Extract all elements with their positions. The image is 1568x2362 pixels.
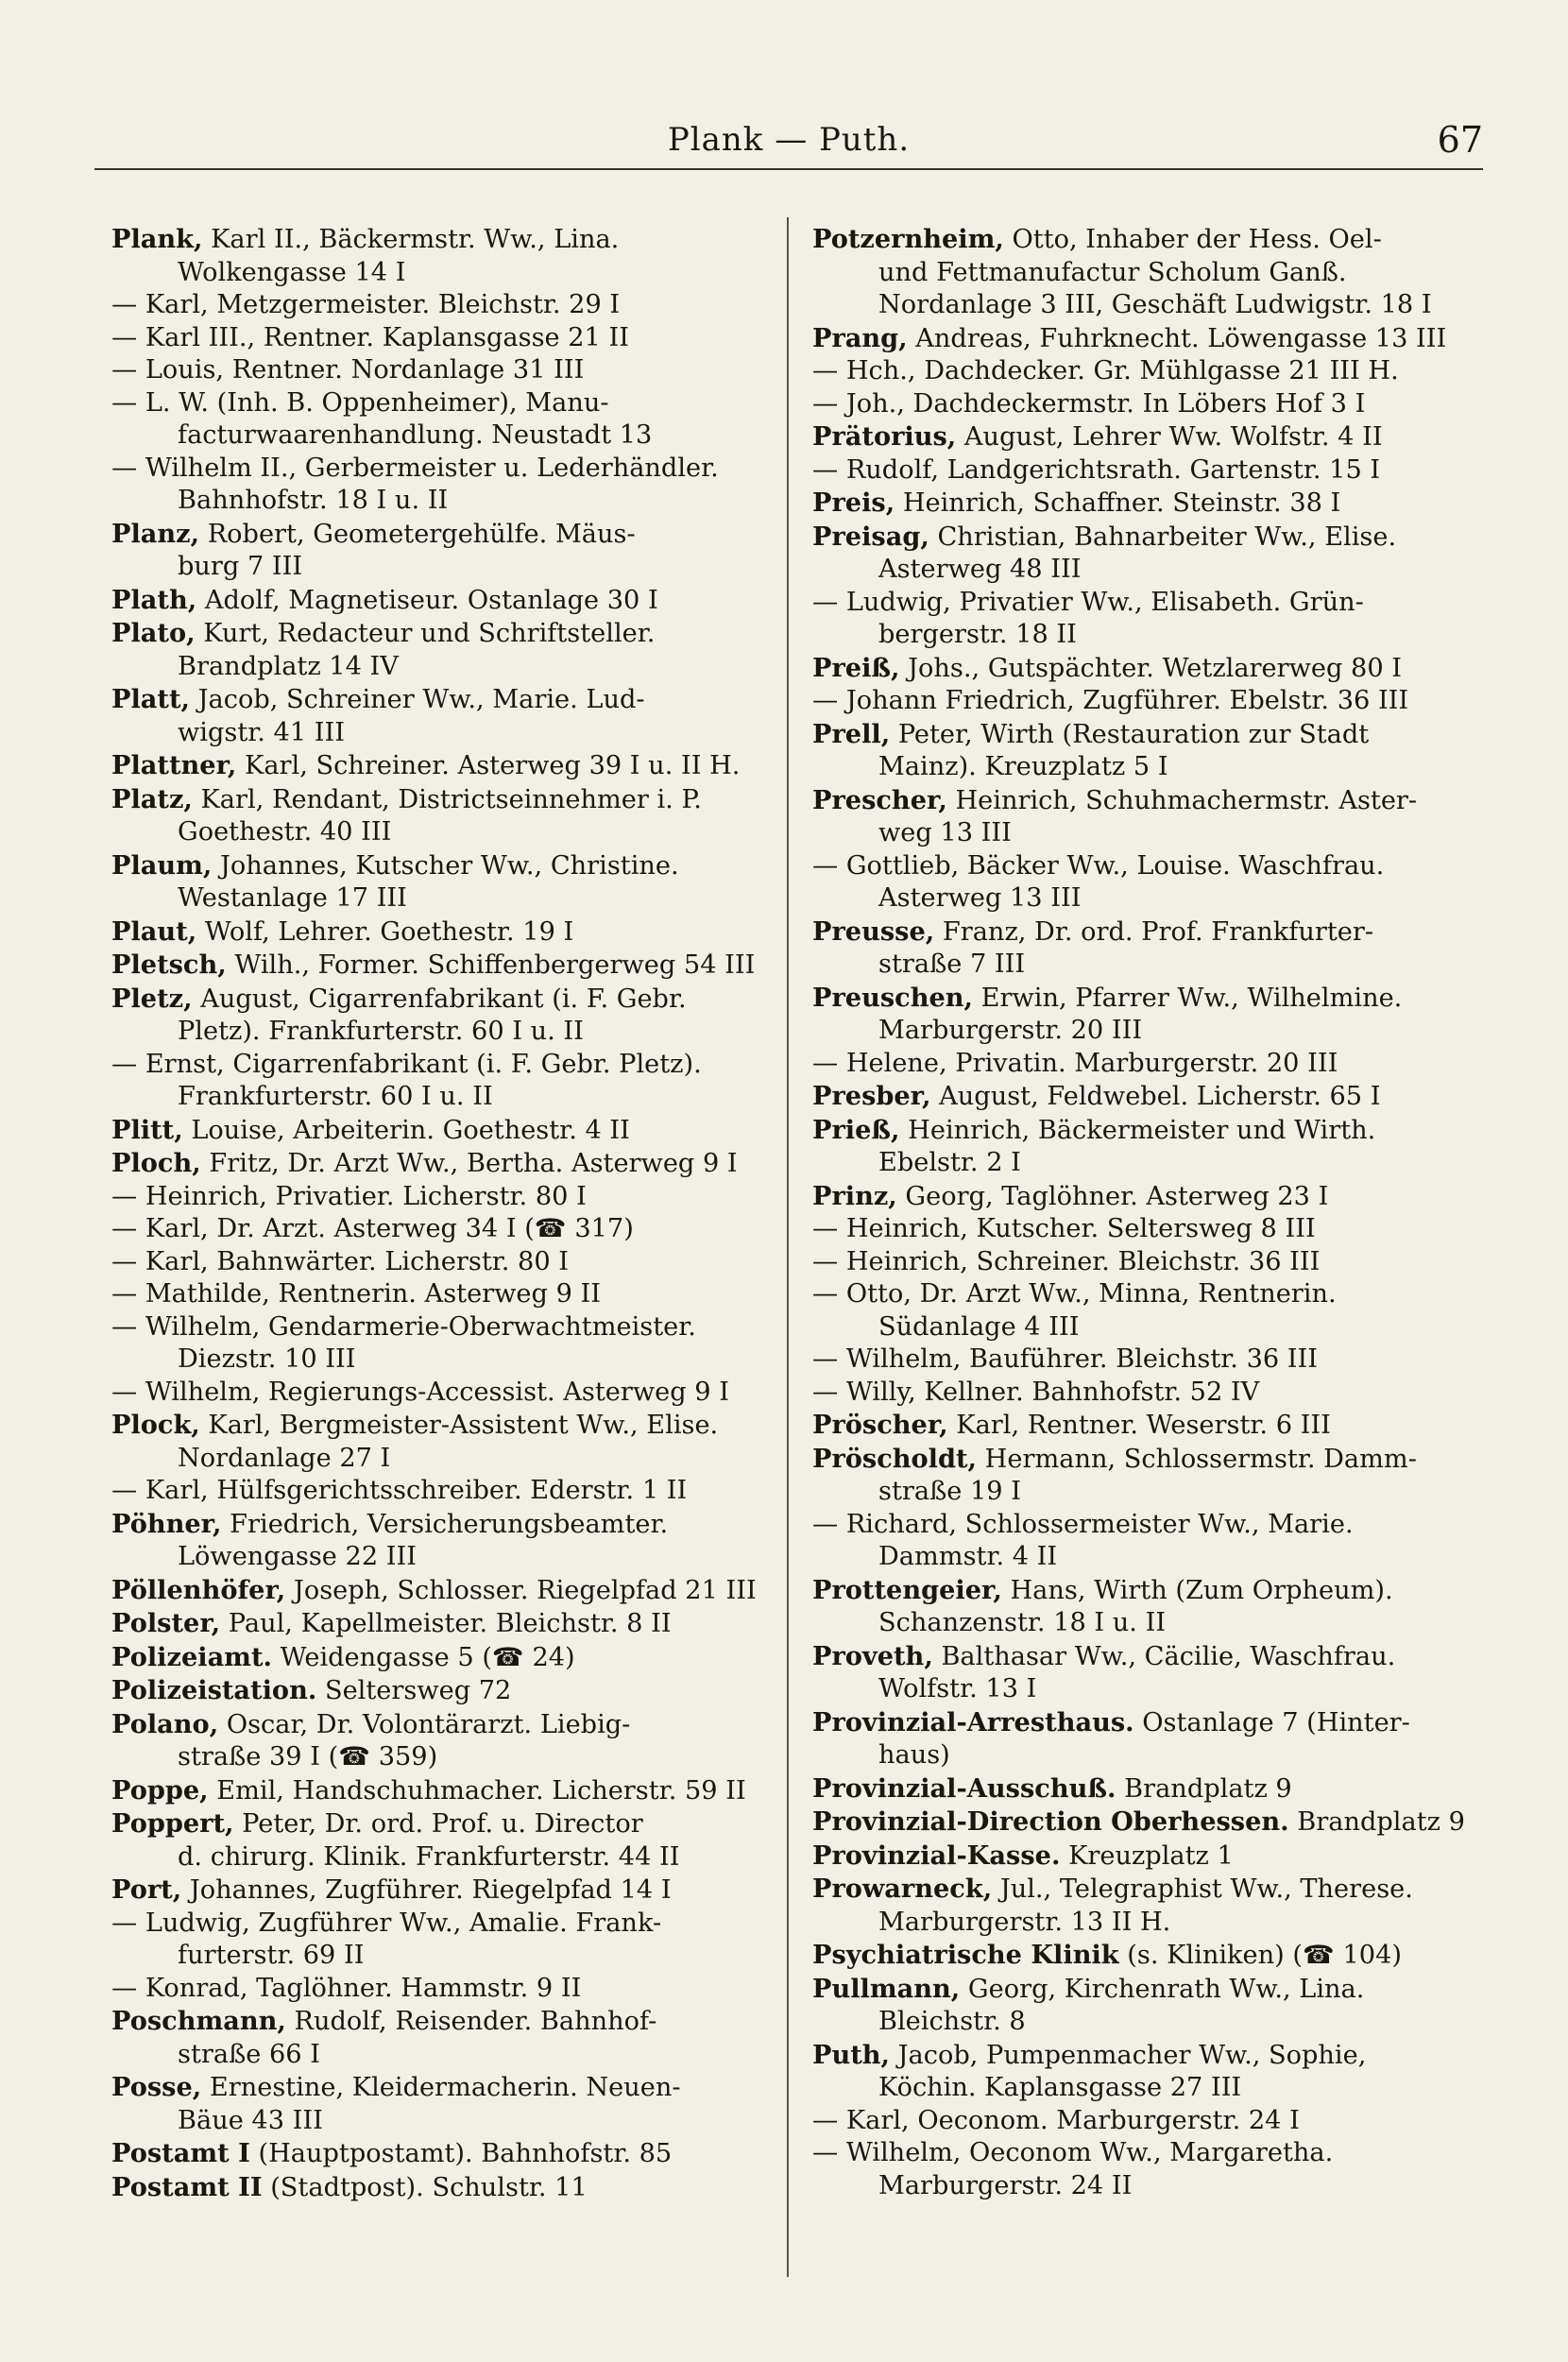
entry-line: Plato, Kurt, Redacteur und Schriftsteller. [111,618,656,648]
entry-line: Pöllenhöfer, Joseph, Schlosser. Riegelpfad 21 III [111,1574,757,1605]
entry-continuation-line: Ebelstr. 2 I [878,1148,1021,1177]
entry-line: Preis, Heinrich, Schaffner. Steinstr. 38 I [812,488,1341,518]
entry-name: Preis, [812,488,895,518]
entry-line: Platt, Jacob, Schreiner Ww., Marie. Lud- [111,684,645,714]
entry-name: Polster, [111,1608,221,1638]
entry-line: — Karl, Metzgermeister. Bleichstr. 29 I [111,290,621,319]
entry-line: — Heinrich, Schreiner. Bleichstr. 36 III [812,1246,1321,1276]
entry-name: Puth, [812,2039,891,2070]
entry-name: Potzernheim, [812,224,1004,254]
right-column [812,223,1474,2202]
entry-name: Port, [111,1874,182,1905]
entry-continuation-line: Bäue 43 III [178,2105,323,2135]
directory-entry [812,1213,1474,1246]
entry-continuation-line: Marburgerstr. 13 II H. [878,1907,1171,1937]
entry-line: Port, Johannes, Zugführer. Riegelpfad 14 I [111,1874,672,1905]
entry-name: Pröscholdt, [812,1443,978,1474]
entry-line: Poppe, Emil, Handschuhmacher. Licherstr. 59 II [111,1774,746,1806]
entry-line: — Wilhelm, Bauführer. Bleichstr. 36 III [812,1344,1319,1374]
directory-entry [111,1049,773,1114]
directory-entry [812,718,1474,784]
entry-name: Platz, [111,783,193,814]
entry-continuation-line: Schanzenstr. 18 I u. II [878,1608,1167,1637]
entry-line: Postamt II (Stadtpost). Schulstr. 11 [111,2171,588,2202]
entry-continuation-line: Frankfurterstr. 60 I u. II [178,1082,493,1111]
entry-line: — Helene, Privatin. Marburgerstr. 20 III [812,1048,1338,1078]
entry-line: — Karl, Hülfsgerichtsschreiber. Ederstr. 1 II [111,1476,688,1505]
entry-line: Pröscholdt, Hermann, Schlossermstr. Damm- [812,1443,1417,1474]
entry-line: Puth, Jacob, Pumpenmacher Ww., Sophie, [812,2039,1367,2070]
directory-entry [111,749,773,783]
entry-line: — Ludwig, Privatier Ww., Elisabeth. Grün- [812,587,1364,617]
entry-line: Plitt, Louise, Arbeiterin. Goethestr. 4 II [111,1114,630,1145]
directory-entry [111,1409,773,1475]
directory-entry [812,652,1474,686]
entry-continuation-line: straße 7 III [878,950,1026,979]
directory-entry [111,1774,773,1808]
entry-line: Prottengeier, Hans, Wirth (Zum Orpheum). [812,1574,1393,1605]
entry-name: Prescher, [812,784,947,815]
entry-line: Pletsch, Wilh., Former. Schiffenbergerweg 54 III [111,950,756,980]
directory-entry [111,1246,773,1279]
entry-name: Prinz, [812,1180,897,1211]
entry-line: — Wilhelm, Gendarmerie-Oberwachtmeister. [111,1311,696,1342]
directory-entry [111,916,773,950]
entry-continuation-line: Wolkengasse 14 I [178,257,406,287]
entry-name: Posse, [111,2072,202,2102]
directory-entry [111,1973,773,2006]
entry-line: Preisag, Christian, Bahnarbeiter Ww., Elise. [812,521,1397,552]
directory-entry [111,1807,773,1874]
directory-entry [111,1874,773,1908]
entry-line: Plath, Adolf, Magnetiseur. Ostanlage 30 I [111,584,658,615]
entry-line: — Louis, Rentner. Nordanlage 31 III [111,355,585,385]
entry-continuation-line: Marburgerstr. 20 III [878,1016,1143,1045]
entry-continuation-line: furterstr. 69 II [178,1941,365,1970]
directory-entry [812,487,1474,521]
directory-entry [812,388,1474,421]
directory-entry [111,2071,773,2137]
entry-continuation-line: straße 19 I [878,1477,1021,1506]
page-title: Plank — Puth. [667,121,911,159]
directory-entry [812,1443,1474,1509]
entry-line: — Konrad, Taglöhner. Hammstr. 9 II [111,1973,582,2003]
left-column [111,223,773,2204]
entry-name: Plank, [111,224,203,254]
directory-entry [812,982,1474,1048]
directory-entry [111,1377,773,1410]
entry-line: Proveth, Balthasar Ww., Cäcilie, Waschfrau. [812,1640,1396,1671]
entry-line: Psychiatrische Klinik (s. Kliniken) (☎ 104) [812,1940,1402,1970]
entry-line: — Richard, Schlossermeister Ww., Marie. [812,1509,1354,1539]
entry-line: Poppert, Peter, Dr. ord. Prof. u. Director [111,1808,643,1839]
entry-continuation-line: Bahnhofstr. 18 I u. II [178,486,449,515]
entry-continuation-line: Asterweg 48 III [878,555,1082,584]
entry-line: Potzernheim, Otto, Inhaber der Hess. Oel- [812,224,1382,254]
directory-entry [111,983,773,1049]
directory-entry [111,289,773,322]
entry-continuation-line: Bleichstr. 8 [878,2007,1026,2036]
entry-name: Preusse, [812,916,935,947]
entry-line: — Ludwig, Zugführer Ww., Amalie. Frank- [111,1908,662,1938]
directory-entry [812,1939,1474,1973]
entry-line: — Karl, Oeconom. Marburgerstr. 24 I [812,2105,1300,2135]
entry-continuation-line: Löwengasse 22 III [178,1542,417,1571]
entry-line: Poschmann, Rudolf, Reisender. Bahnhof- [111,2006,657,2036]
directory-entry [812,355,1474,388]
entry-line: Plank, Karl II., Bäckermstr. Ww., Lina. [111,224,620,254]
entry-name: Ploch, [111,1148,201,1178]
entry-continuation-line: straße 39 I (☎ 359) [178,1742,438,1772]
directory-entry [111,1607,773,1641]
entry-continuation-line: facturwaarenhandlung. Neustadt 13 [178,420,653,450]
entry-name: Provinzial-Kasse. [812,1840,1061,1871]
entry-name: Prowarneck, [812,1874,993,1904]
directory-entry [111,1147,773,1181]
entry-continuation-line: straße 66 I [178,2039,320,2069]
entry-line: Postamt I (Hauptpostamt). Bahnhofstr. 85 [111,2138,673,2168]
entry-name: Poppert, [111,1808,234,1839]
entry-line: Pullmann, Georg, Kirchenrath Ww., Lina. [812,1973,1365,2004]
entry-name: Postamt II [111,2171,263,2202]
entry-line: Polano, Oscar, Dr. Volontärarzt. Liebig- [111,1708,631,1739]
directory-entry [111,223,773,289]
entry-line: Plaut, Wolf, Lehrer. Goethestr. 19 I [111,916,574,947]
directory-entry [812,1873,1474,1939]
entry-line: Prell, Peter, Wirth (Restauration zur Stadt [812,718,1370,749]
entry-name: Plock, [111,1410,200,1440]
entry-line: — Hch., Dachdecker. Gr. Mühlgasse 21 III H. [812,356,1399,385]
directory-entry [111,1708,773,1774]
directory-entry [812,1180,1474,1214]
entry-name: Pletz, [111,983,193,1014]
entry-name: Pöhner, [111,1508,222,1539]
entry-line: Polster, Paul, Kapellmeister. Bleichstr. 8 II [111,1608,672,1638]
directory-entry [111,1574,773,1608]
entry-line: Prätorius, August, Lehrer Ww. Wolfstr. 4 II [812,421,1383,452]
directory-entry [812,587,1474,652]
directory-entry [111,1213,773,1246]
entry-line: Planz, Robert, Geometergehülfe. Mäus- [111,518,636,549]
directory-entry [111,518,773,584]
entry-name: Presber, [812,1081,931,1111]
entry-name: Planz, [111,518,200,549]
entry-name: Provinzial-Arresthaus. [812,1706,1134,1737]
entry-line: — Mathilde, Rentnerin. Asterweg 9 II [111,1279,601,1309]
directory-entry [812,1640,1474,1706]
directory-entry [111,322,773,355]
entry-continuation-line: haus) [878,1740,950,1770]
entry-continuation-line: wigstr. 41 III [178,717,345,747]
directory-entry [111,1311,773,1377]
entry-line: Prieß, Heinrich, Bäckermeister und Wirth. [812,1114,1376,1145]
entry-line: — Rudolf, Landgerichtsrath. Gartenstr. 15 I [812,454,1381,485]
entry-continuation-line: Mainz). Kreuzplatz 5 I [878,752,1168,781]
directory-entry [111,683,773,749]
entry-line: — Karl, Bahnwärter. Licherstr. 80 I [111,1246,570,1276]
directory-entry [812,916,1474,982]
entry-name: Polizeistation. [111,1675,317,1705]
entry-name: Proveth, [812,1640,933,1671]
entry-line: Preuschen, Erwin, Pfarrer Ww., Wilhelmine. [812,982,1403,1013]
entry-name: Provinzial-Ausschuß. [812,1772,1116,1804]
entry-line: Preusse, Franz, Dr. ord. Prof. Frankfurter- [812,916,1374,947]
entry-line: Prang, Andreas, Fuhrknecht. Löwengasse 13 III [812,322,1447,353]
entry-name: Prieß, [812,1114,900,1145]
entry-continuation-line: Asterweg 13 III [878,883,1082,913]
directory-entry [812,1706,1474,1772]
entry-line: — L. W. (Inh. B. Oppenheimer), Manu- [111,387,609,418]
entry-line: Plock, Karl, Bergmeister-Assistent Ww., Elise. [111,1410,719,1440]
directory-entry [111,617,773,683]
header-rule [94,168,1483,170]
entry-continuation-line: Goethestr. 40 III [178,817,392,847]
entry-continuation-line: Nordanlage 27 I [178,1443,391,1473]
directory-entry [111,453,773,518]
entry-line: — Heinrich, Privatier. Licherstr. 80 I [111,1181,587,1211]
entry-line: Pletz, August, Cigarrenfabrikant (i. F. Gebr. [111,983,687,1014]
entry-name: Pröscher, [812,1410,948,1440]
entry-line: Provinzial-Arresthaus. Ostanlage 7 (Hinter- [812,1706,1410,1737]
entry-line: Provinzial-Ausschuß. Brandplatz 9 [812,1772,1292,1804]
directory-entry [111,387,773,453]
directory-entry [812,223,1474,322]
entry-line: — Wilhelm, Regierungs-Accessist. Asterweg 9 I [111,1377,729,1407]
entry-continuation-line: Brandplatz 14 IV [178,651,399,681]
directory-entry [812,685,1474,718]
entry-continuation-line: Westanlage 17 III [178,883,407,913]
directory-entry [812,784,1474,850]
entry-line: Preiß, Johs., Gutspächter. Wetzlarerweg 80 I [812,652,1403,683]
directory-entry [812,1377,1474,1410]
directory-entry [812,1840,1474,1874]
entry-line: Provinzial-Kasse. Kreuzplatz 1 [812,1840,1234,1871]
entry-line: — Johann Friedrich, Zugführer. Ebelstr. 36 III [812,686,1409,715]
directory-entry [812,1509,1474,1574]
entry-name: Prätorius, [812,421,957,452]
directory-entry [812,2137,1474,2202]
directory-entry [812,1806,1474,1840]
directory-entry [812,1114,1474,1180]
directory-entry [812,1080,1474,1114]
entry-continuation-line: Nordanlage 3 III, Geschäft Ludwigstr. 18 I [878,290,1432,319]
directory-entry [812,1344,1474,1377]
entry-name: Pletsch, [111,950,227,980]
entry-line: Prowarneck, Jul., Telegraphist Ww., Therese. [812,1874,1413,1904]
entry-line: Ploch, Fritz, Dr. Arzt Ww., Bertha. Asterweg 9 I [111,1148,738,1178]
page-header [94,111,1483,168]
directory-entry [111,849,773,916]
entry-line: — Karl, Dr. Arzt. Asterweg 34 I (☎ 317) [111,1214,634,1243]
entry-name: Provinzial-Direction Oberhessen. [812,1806,1289,1837]
directory-entry [111,584,773,618]
entry-name: Postamt I [111,2138,250,2168]
entry-name: Poppe, [111,1774,209,1806]
directory-entry [812,1409,1474,1443]
entry-continuation-line: Dammstr. 4 II [878,1542,1058,1571]
entry-name: Preuschen, [812,982,973,1013]
entry-line: Pöhner, Friedrich, Versicherungsbeamter. [111,1508,669,1539]
entry-continuation-line: burg 7 III [178,552,303,581]
entry-continuation-line: Diezstr. 10 III [178,1344,356,1374]
entry-line: Plattner, Karl, Schreiner. Asterweg 39 I u. II H. [111,750,741,780]
directory-entry [812,521,1474,587]
directory-entry [111,1508,773,1574]
entry-continuation-line: Köchin. Kaplansgasse 27 III [878,2073,1242,2102]
entry-line: Provinzial-Direction Oberhessen. Brandplatz 9 [812,1806,1465,1837]
entry-line: — Wilhelm, Oeconom Ww., Margaretha. [812,2138,1334,2167]
entry-name: Plaum, [111,849,213,881]
directory-entry [812,420,1474,454]
entry-line: Prinz, Georg, Taglöhner. Asterweg 23 I [812,1180,1329,1211]
entry-line: Polizeiamt. Weidengasse 5 (☎ 24) [111,1641,575,1672]
directory-entry [111,1908,773,1973]
entry-continuation-line: d. chirurg. Klinik. Frankfurterstr. 44 II [178,1841,680,1872]
entry-continuation-line: bergerstr. 18 II [878,620,1077,649]
entry-name: Prottengeier, [812,1574,1002,1605]
entry-name: Plattner, [111,750,237,780]
entry-name: Preisag, [812,521,929,552]
entry-line: — Willy, Kellner. Bahnhofstr. 52 IV [812,1377,1260,1407]
directory-entry [111,1181,773,1214]
entry-name: Prang, [812,322,908,353]
entry-line: — Wilhelm II., Gerbermeister u. Lederhändler. [111,453,719,483]
entry-name: Plato, [111,618,196,648]
entry-name: Plath, [111,584,197,615]
directory-entry [812,1048,1474,1081]
entry-line: Posse, Ernestine, Kleidermacherin. Neuen- [111,2072,681,2102]
directory-entry [111,949,773,983]
entry-line: — Otto, Dr. Arzt Ww., Minna, Rentnerin. [812,1279,1337,1309]
directory-entry [812,1278,1474,1344]
directory-entry [812,1574,1474,1640]
column-divider [787,217,789,2277]
entry-continuation-line: weg 13 III [878,818,1012,847]
directory-entry [111,1674,773,1708]
entry-line: — Karl III., Rentner. Kaplansgasse 21 II [111,322,629,352]
entry-name: Polano, [111,1708,219,1739]
directory-entry [111,2005,773,2071]
entry-continuation-line: Wolfstr. 13 I [878,1674,1037,1703]
directory-entry [812,850,1474,916]
entry-line: Polizeistation. Seltersweg 72 [111,1675,512,1705]
entry-line: — Ernst, Cigarrenfabrikant (i. F. Gebr. Pletz). [111,1049,702,1079]
page-number: 67 [1437,119,1483,161]
entry-name: Pullmann, [812,1973,961,2004]
entry-line: — Heinrich, Kutscher. Seltersweg 8 III [812,1214,1316,1243]
directory-entry [111,1278,773,1311]
entry-name: Polizeiamt. [111,1641,272,1672]
entry-continuation-line: Marburgerstr. 24 II [878,2170,1133,2200]
entry-line: Plaum, Johannes, Kutscher Ww., Christine. [111,849,679,881]
directory-entry [111,1114,773,1148]
directory-entry [812,1772,1474,1806]
directory-entry [812,2105,1474,2138]
directory-entry [812,2039,1474,2105]
directory-entry [111,1641,773,1675]
entry-line: Platz, Karl, Rendant, Districtseinnehmer i. P. [111,783,702,814]
entry-line: Pröscher, Karl, Rentner. Weserstr. 6 III [812,1410,1331,1440]
directory-entry [812,322,1474,356]
entry-name: Poschmann, [111,2006,286,2036]
entry-line: Presber, August, Feldwebel. Licherstr. 65 I [812,1081,1381,1111]
directory-entry [812,1246,1474,1279]
entry-name: Prell, [812,718,891,749]
entry-name: Preiß, [812,652,900,683]
entry-line: Prescher, Heinrich, Schuhmachermstr. Aster- [812,784,1418,815]
entry-continuation-line: Südanlage 4 III [878,1311,1080,1342]
directory-entry [111,2171,773,2205]
entry-continuation-line: und Fettmanufactur Scholum Ganß. [878,257,1347,287]
entry-continuation-line: Pletz). Frankfurterstr. 60 I u. II [178,1017,584,1046]
directory-entry [812,1973,1474,2039]
directory-entry [111,783,773,849]
entry-name: Plaut, [111,916,197,947]
directory-entry [111,2137,773,2171]
entry-line: — Gottlieb, Bäcker Ww., Louise. Waschfrau. [812,850,1385,881]
directory-entry [812,454,1474,488]
entry-name: Pöllenhöfer, [111,1574,286,1605]
entry-line: — Joh., Dachdeckermstr. In Löbers Hof 3 I [812,388,1366,419]
directory-entry [111,1475,773,1508]
entry-name: Plitt, [111,1114,183,1145]
directory-entry [111,354,773,387]
entry-name: Platt, [111,684,190,714]
entry-name: Psychiatrische Klinik [812,1940,1119,1970]
